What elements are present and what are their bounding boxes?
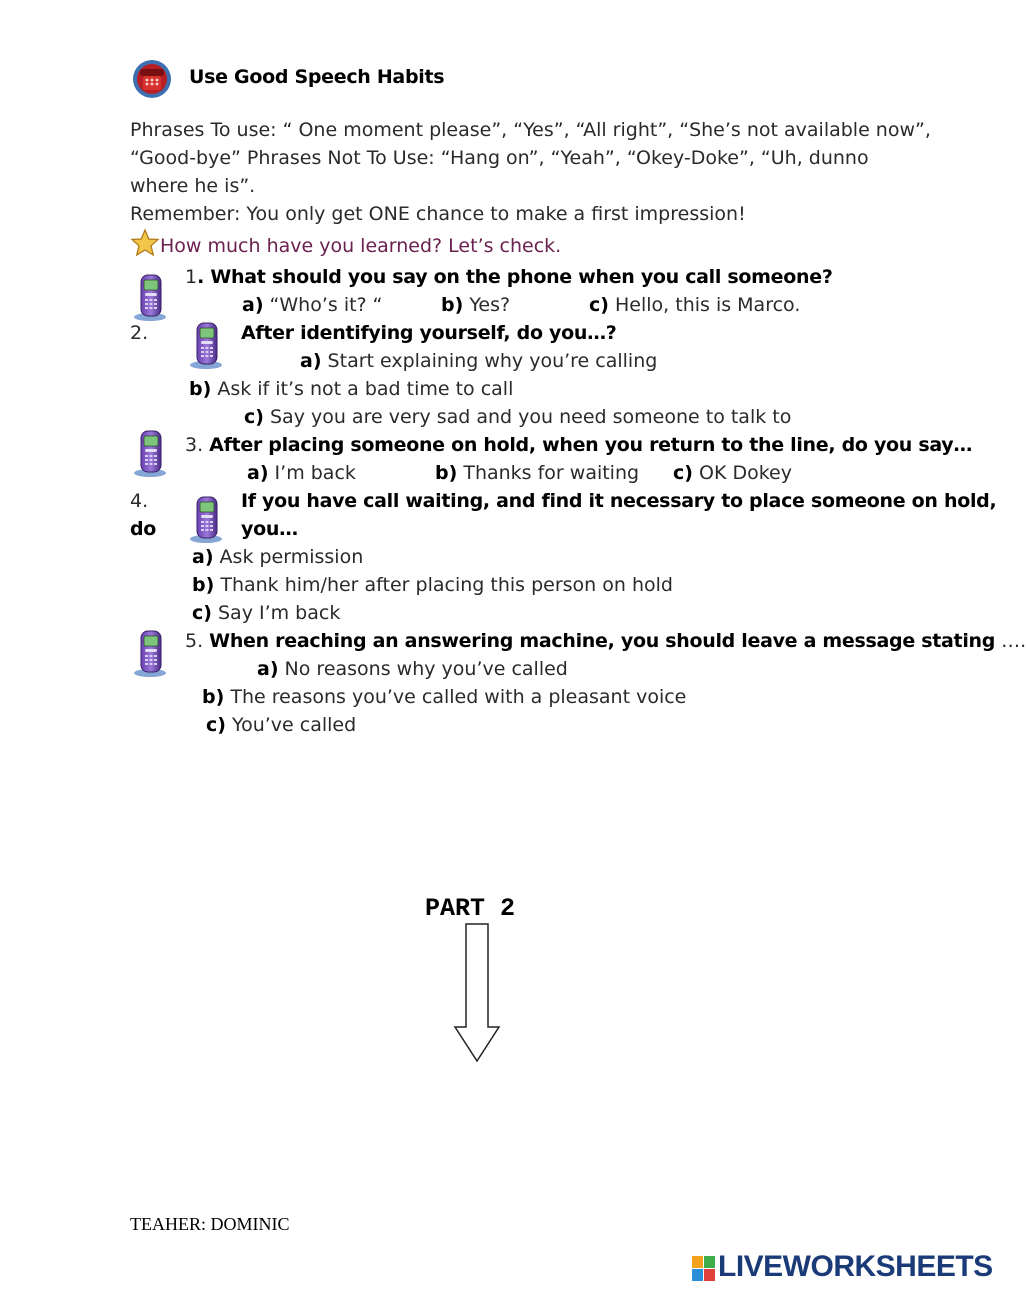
q5-option-b[interactable]: b) The reasons you’ve called with a pleasant voice (202, 686, 687, 708)
intro-line-2: “Good-bye” Phrases Not To Use: “Hang on”, “Yeah”, “Okey-Doke”, “Uh, dunno (130, 147, 869, 169)
q4-option-b[interactable]: b) Thank him/her after placing this person on hold (192, 574, 673, 596)
part-2-label: PART 2 (425, 894, 516, 923)
q1-option-b[interactable]: b) Yes? (441, 294, 511, 316)
star-icon (130, 228, 160, 258)
q1-option-a[interactable]: a) “Who’s it? “ (242, 294, 383, 316)
q3-option-c[interactable]: c) OK Dokey (673, 462, 792, 484)
q5-option-a[interactable]: a) No reasons why you’ve called (257, 658, 568, 680)
check-heading: How much have you learned? Let’s check. (160, 235, 562, 257)
question-2: After identifying yourself, do you…? (241, 322, 617, 344)
teacher-name: TEAHER: DOMINIC (130, 1214, 290, 1234)
q5-option-c[interactable]: c) You’ve called (206, 714, 357, 736)
q4-number: 4. (130, 490, 149, 512)
cellphone-icon (184, 320, 228, 370)
q4-option-c[interactable]: c) Say I’m back (192, 602, 341, 624)
q2-number: 2. (130, 322, 149, 344)
cellphone-icon (184, 494, 228, 544)
question-4-line-1: If you have call waiting, and find it necessary to place someone on hold, (241, 490, 997, 512)
page-title: Use Good Speech Habits (189, 66, 445, 88)
telephone-icon (130, 59, 174, 99)
intro-line-4: Remember: You only get ONE chance to make a first impression! (130, 203, 746, 225)
down-arrow-icon (452, 922, 502, 1064)
q2-option-c[interactable]: c) Say you are very sad and you need someone to talk to (244, 406, 792, 428)
cellphone-icon (128, 628, 172, 678)
q1-option-c[interactable]: c) Hello, this is Marco. (589, 294, 801, 316)
liveworksheets-brand[interactable]: LIVEWORKSHEETS (718, 1250, 993, 1283)
intro-line-3: where he is”. (130, 175, 256, 197)
intro-line-1: Phrases To use: “ One moment please”, “Yes”, “All right”, “She’s not available now”, (130, 119, 931, 141)
question-5: 5. When reaching an answering machine, you should leave a message stating …. (185, 630, 1026, 652)
question-3: 3. After placing someone on hold, when you return to the line, do you say… (185, 434, 973, 456)
cellphone-icon (128, 272, 172, 322)
question-1: 1. What should you say on the phone when you call someone? (185, 266, 833, 288)
q4-option-a[interactable]: a) Ask permission (192, 546, 364, 568)
cellphone-icon (128, 428, 172, 478)
liveworksheets-logo-icon (692, 1256, 716, 1282)
question-4-line-2: you… (241, 518, 298, 540)
q3-option-b[interactable]: b) Thanks for waiting (435, 462, 640, 484)
q2-option-a[interactable]: a) Start explaining why you’re calling (300, 350, 658, 372)
q3-option-a[interactable]: a) I’m back (247, 462, 356, 484)
q2-option-b[interactable]: b) Ask if it’s not a bad time to call (189, 378, 514, 400)
q4-pre-word: do (130, 518, 157, 540)
